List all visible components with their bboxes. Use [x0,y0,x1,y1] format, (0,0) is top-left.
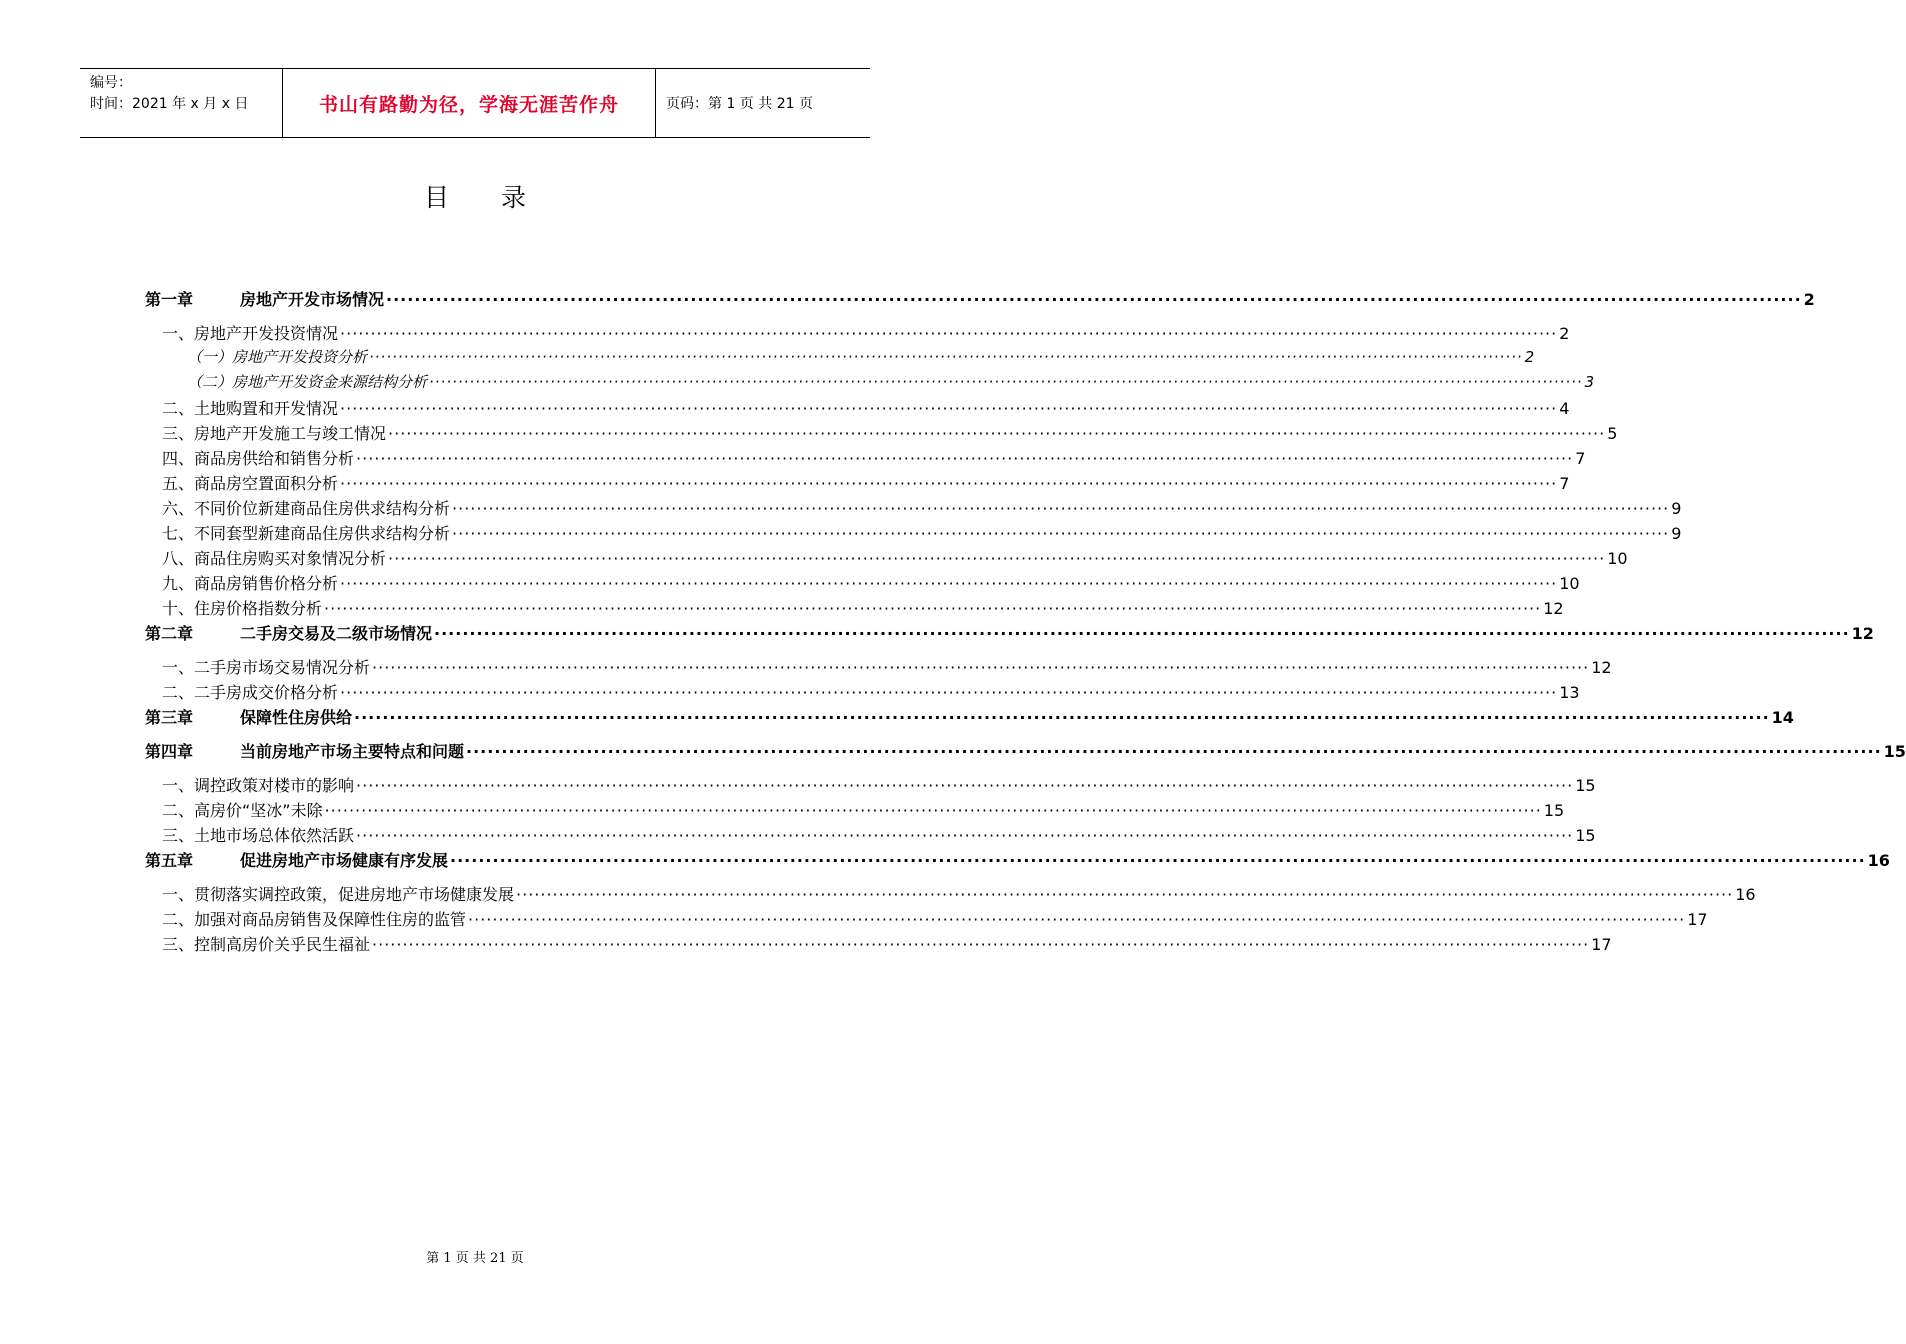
toc-entry-text: 一、二手房市场交易情况分析 [162,658,371,677]
toc-leader-dots: ········································································································································································································ [369,348,1523,366]
toc-entry-title [162,571,338,594]
toc-page-number: 17 [1687,910,1708,929]
toc-entry-text: 一、调控政策对楼市的影响 [162,776,355,795]
toc-page-number: 5 [1607,424,1618,443]
toc-chapter-number: 第三章 [145,708,194,727]
toc-entry-text: 保障性住房供给 [240,708,353,727]
toc-section-entry[interactable] [145,655,1612,680]
toc-entry-title [162,823,354,846]
toc-entry-title [162,596,322,619]
toc-chapter-entry[interactable] [145,848,1890,882]
toc-entry-text: 五、商品房空置面积分析 [162,474,339,493]
toc-page-number: 2 [1524,348,1535,366]
toc-entry-title [145,739,464,762]
toc-leader-dots: ········································································································································································································ [386,290,1802,309]
table-of-contents [145,287,1906,957]
toc-leader-dots: ········································································································································································································ [340,574,1558,593]
toc-section-entry[interactable] [145,421,1618,446]
toc-entry-title [162,446,354,469]
toc-page-number: 7 [1575,449,1586,468]
toc-entry-text: 九、商品房销售价格分析 [162,574,339,593]
toc-entry-title [162,680,338,703]
toc-section-entry[interactable] [145,773,1596,798]
toc-leader-dots: ········································································································································································································ [388,424,1606,443]
toc-page-number: 9 [1671,524,1682,543]
toc-entry-title [162,546,386,569]
toc-leader-dots: ········································································································································································································ [468,910,1686,929]
toc-leader-dots: ········································································································································································································ [372,658,1590,677]
toc-leader-dots: ········································································································································································································ [466,742,1882,761]
toc-title: 目录 [423,183,578,212]
toc-leader-dots: ········································································································································································································ [388,549,1606,568]
toc-section-entry[interactable] [145,396,1570,421]
toc-page-number: 12 [1543,599,1564,618]
toc-entry-text: 促进房地产市场健康有序发展 [240,851,449,870]
toc-leader-dots: ········································································································································································································ [340,399,1558,418]
toc-entry-title [162,907,466,930]
toc-entry-title [162,798,323,821]
page-footer: 第 1 页 共 21 页 [426,1251,524,1266]
toc-section-entry[interactable] [145,321,1570,346]
toc-leader-dots: ········································································································································································································ [340,324,1558,343]
toc-leader-dots: ········································································································································································································ [429,373,1583,391]
toc-chapter-number: 第一章 [145,290,194,309]
toc-page-number: 17 [1591,935,1612,954]
toc-section-entry[interactable] [145,932,1612,957]
toc-page-number: 2 [1803,290,1815,309]
toc-entry-text: 三、土地市场总体依然活跃 [162,826,355,845]
toc-page-number: 15 [1883,742,1906,761]
toc-page-number: 13 [1559,683,1580,702]
toc-entry-text: 十、住房价格指数分析 [162,599,323,618]
toc-page-number: 7 [1559,474,1570,493]
toc-page-number: 12 [1851,624,1874,643]
toc-entry-title [162,521,450,544]
toc-leader-dots: ········································································································································································································ [434,624,1850,643]
toc-chapter-entry[interactable] [145,621,1874,655]
toc-page-number: 15 [1543,801,1565,820]
toc-section-entry[interactable] [145,496,1682,521]
toc-leader-dots: ········································································································································································································ [356,449,1574,468]
toc-entry-text: （一）房地产开发投资分析 [187,348,368,366]
toc-chapter-number: 第五章 [145,851,194,870]
toc-leader-dots: ········································································································································································································ [324,599,1542,618]
toc-entry-text: 二、加强对商品房销售及保障性住房的监管 [162,910,467,929]
toc-entry-text: 二、高房价“坚冰”未除 [162,801,323,820]
page-header [80,68,870,138]
toc-chapter-entry[interactable] [145,287,1815,321]
toc-entry-text: 六、不同价位新建商品住房供求结构分析 [162,499,451,518]
toc-section-entry[interactable] [145,823,1596,848]
toc-section-entry[interactable] [145,546,1628,571]
toc-leader-dots: ········································································································································································································ [340,474,1558,493]
toc-entry-title [145,705,352,728]
toc-entry-text: 房地产开发市场情况 [240,290,385,309]
toc-entry-title [145,848,448,871]
toc-leader-dots: ········································································································································································································ [356,826,1574,845]
toc-section-entry[interactable] [145,521,1682,546]
toc-leader-dots: ········································································································································································································ [450,851,1866,870]
header-page-label: 页码：第 1 页 共 21 页 [666,96,813,112]
toc-page-number: 16 [1867,851,1890,870]
toc-page-number: 15 [1575,776,1596,795]
toc-entry-title [162,882,514,905]
toc-page-number: 16 [1735,885,1756,904]
toc-page-number: 4 [1559,399,1570,418]
toc-entry-title [187,371,427,392]
toc-chapter-entry[interactable] [145,739,1906,773]
toc-entry-title [162,396,338,419]
toc-entry-title [162,496,450,519]
toc-page-number: 10 [1559,574,1580,593]
toc-page-number: 12 [1591,658,1612,677]
toc-section-entry[interactable] [145,798,1565,823]
toc-page-number: 2 [1559,324,1570,343]
toc-section-entry[interactable] [145,907,1708,932]
toc-section-entry[interactable] [145,471,1570,496]
document-time-label: 时间：2021 年 x 月 x 日 [90,96,249,112]
toc-entry-text: 七、不同套型新建商品住房供求结构分析 [162,524,451,543]
toc-entry-text: 三、控制高房价关乎民生福祉 [162,935,371,954]
toc-page-number: 9 [1671,499,1682,518]
header-motto: 书山有路勤为径，学海无涯苦作舟 [282,69,656,137]
toc-page-number: 14 [1771,708,1794,727]
toc-entry-title [162,655,370,678]
toc-entry-title [162,773,354,796]
toc-subsection-entry[interactable] [145,371,1595,396]
toc-leader-dots: ········································································································································································································ [372,935,1590,954]
toc-page-number: 15 [1575,826,1596,845]
toc-section-entry[interactable] [145,571,1580,596]
document-number-label: 编号： [90,75,132,91]
toc-chapter-entry[interactable] [145,705,1794,739]
toc-section-entry[interactable] [145,446,1586,471]
toc-leader-dots: ········································································································································································································ [452,499,1670,518]
toc-entry-title [162,421,386,444]
toc-page-number: 3 [1584,373,1595,391]
toc-entry-text: 二、二手房成交价格分析 [162,683,339,702]
toc-leader-dots: ········································································································································································································ [324,801,1542,820]
toc-leader-dots: ········································································································································································································ [354,708,1770,727]
toc-entry-text: 二手房交易及二级市场情况 [240,624,433,643]
toc-leader-dots: ········································································································································································································ [516,885,1734,904]
toc-entry-text: 四、商品房供给和销售分析 [162,449,355,468]
toc-section-entry[interactable] [145,882,1756,907]
toc-entry-text: 三、房地产开发施工与竣工情况 [162,424,387,443]
toc-entry-title [145,287,384,310]
toc-entry-text: 一、贯彻落实调控政策，促进房地产市场健康发展 [162,885,515,904]
toc-leader-dots: ········································································································································································································ [356,776,1574,795]
toc-entry-title [145,621,432,644]
toc-page-number: 10 [1607,549,1628,568]
toc-entry-title [162,471,338,494]
toc-entry-text: 一、房地产开发投资情况 [162,324,339,343]
toc-chapter-number: 第四章 [145,742,194,761]
toc-chapter-number: 第二章 [145,624,194,643]
toc-subsection-entry[interactable] [145,346,1535,371]
toc-entry-title [162,321,338,344]
header-left [80,69,282,137]
toc-leader-dots: ········································································································································································································ [452,524,1670,543]
toc-entry-title [187,346,367,367]
toc-leader-dots: ········································································································································································································ [340,683,1558,702]
toc-entry-text: 二、土地购置和开发情况 [162,399,339,418]
toc-section-entry[interactable] [145,596,1564,621]
toc-section-entry[interactable] [145,680,1580,705]
toc-entry-text: （二）房地产开发资金来源结构分析 [187,373,428,391]
toc-entry-title [162,932,370,955]
toc-entry-text: 八、商品住房购买对象情况分析 [162,549,387,568]
toc-entry-text: 当前房地产市场主要特点和问题 [240,742,465,761]
